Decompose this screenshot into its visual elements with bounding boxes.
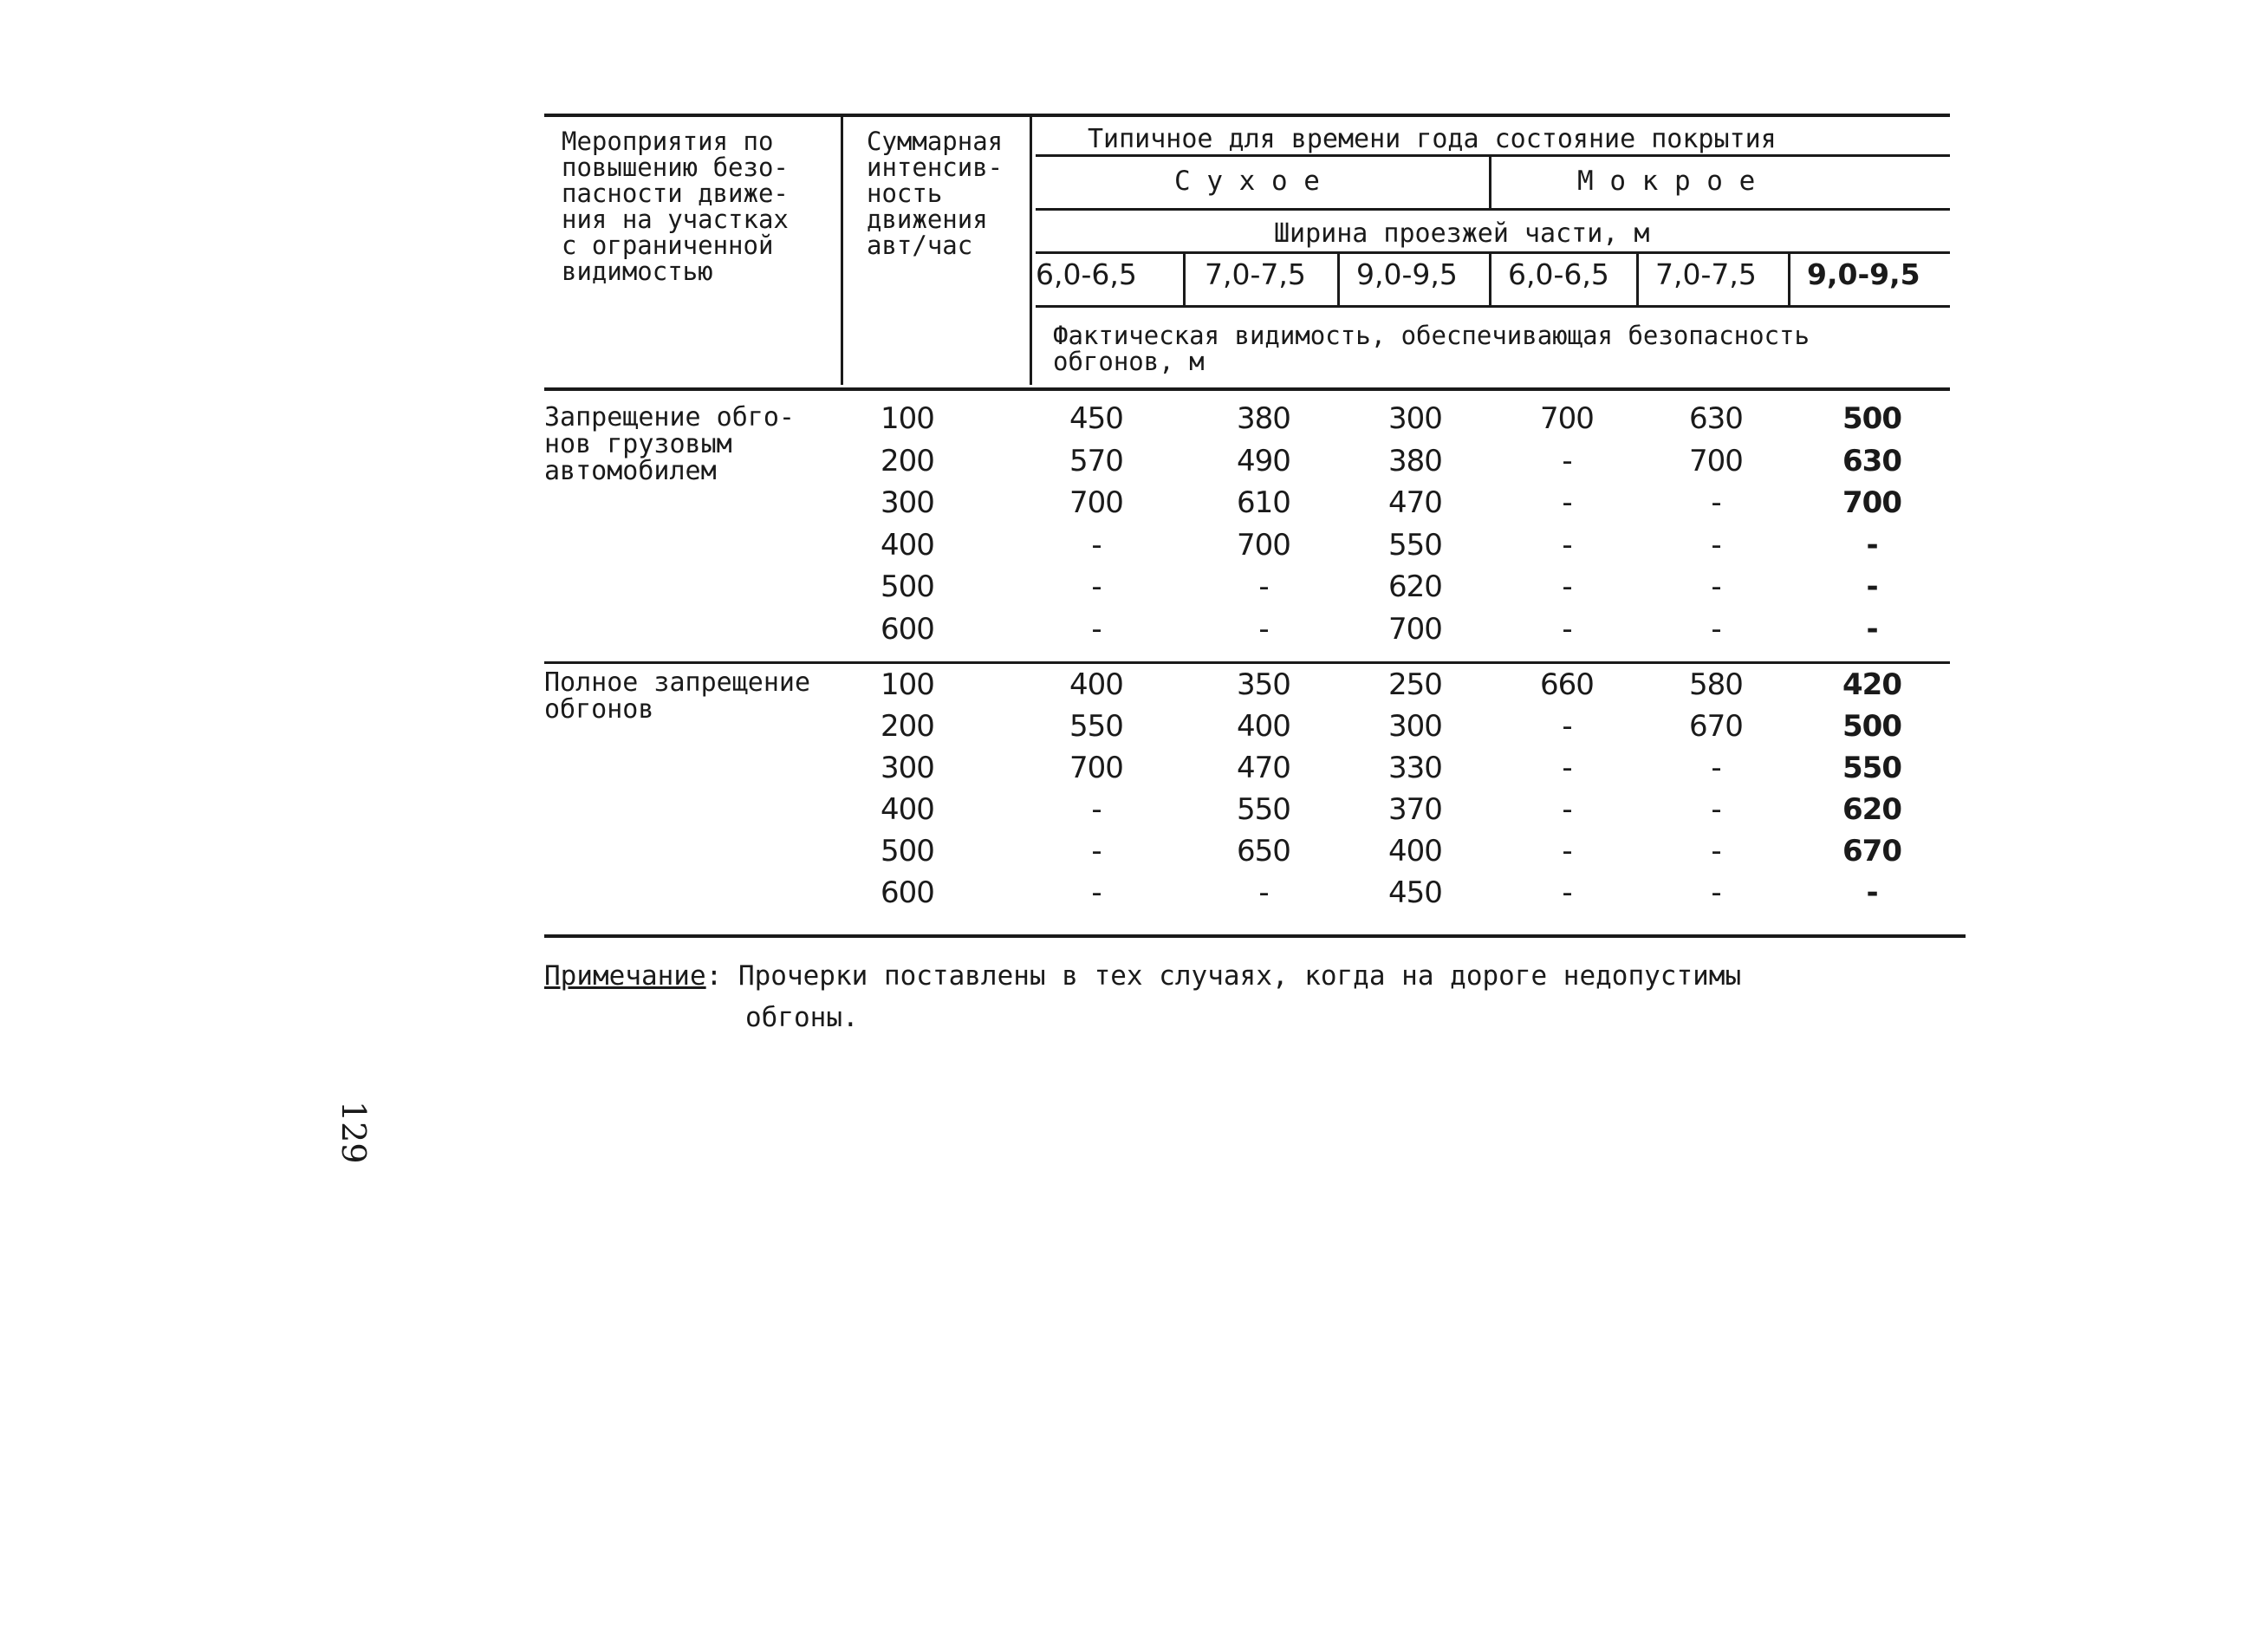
value-cell: 400 [1069, 667, 1123, 702]
page-number: 129 [335, 1101, 373, 1164]
width-header-2: 7,0-7,5 [1205, 257, 1306, 291]
intensity-cell: 300 [881, 485, 934, 520]
intensity-cell: 100 [881, 667, 934, 702]
value-cell: 700 [1689, 443, 1743, 478]
note-line-1 [544, 960, 1741, 992]
intensity-cell: 400 [881, 527, 934, 563]
note-line-2: обгоны. [745, 1002, 859, 1033]
width-header-4: 6,0-6,5 [1508, 257, 1609, 291]
value-cell: - [1866, 569, 1878, 604]
value-cell: 580 [1689, 667, 1743, 702]
value-cell: - [1711, 834, 1721, 869]
value-cell: 570 [1069, 443, 1123, 478]
group-divider-rule [544, 661, 1950, 664]
value-cell: - [1562, 751, 1572, 785]
value-cell: - [1562, 569, 1572, 604]
value-cell: - [1562, 875, 1572, 910]
width-header-1: 6,0-6,5 [1036, 257, 1137, 291]
value-cell: 700 [1237, 527, 1290, 563]
value-cell: 610 [1237, 485, 1290, 520]
intensity-cell: 100 [881, 401, 934, 436]
value-cell: 400 [1237, 709, 1290, 744]
width-divider-2 [1337, 254, 1340, 306]
header-rule-drywet [1036, 208, 1950, 211]
value-cell: 450 [1069, 401, 1123, 436]
header-wet: М о к р о е [1577, 166, 1756, 197]
value-cell: 700 [1069, 751, 1123, 785]
value-cell: - [1091, 834, 1102, 869]
header-divider-2 [1030, 114, 1032, 385]
group-label-full-ban: Полное запрещение обгонов [544, 667, 811, 725]
value-cell: - [1258, 569, 1269, 604]
value-cell: 500 [1842, 401, 1901, 436]
value-cell: - [1091, 569, 1102, 604]
value-cell: - [1562, 527, 1572, 563]
value-cell: - [1711, 569, 1721, 604]
width-divider-4 [1636, 254, 1639, 306]
value-cell: - [1711, 485, 1721, 520]
header-dry: С у х о е [1174, 166, 1320, 197]
intensity-cell: 300 [881, 751, 934, 785]
value-cell: 550 [1388, 527, 1442, 563]
value-cell: - [1711, 527, 1721, 563]
value-cell: - [1091, 875, 1102, 910]
header-intensity: Суммарная интенсив- ность движения авт/час [867, 127, 1004, 260]
value-cell: 490 [1237, 443, 1290, 478]
value-cell: 670 [1842, 834, 1901, 869]
header-carriageway-width: Ширина проезжей части, м [1274, 218, 1650, 249]
intensity-cell: 600 [881, 875, 934, 910]
intensity-cell: 200 [881, 443, 934, 478]
value-cell: 630 [1689, 401, 1743, 436]
value-cell: 550 [1069, 709, 1123, 744]
value-cell: - [1091, 792, 1102, 827]
value-cell: - [1562, 834, 1572, 869]
value-cell: - [1866, 611, 1878, 647]
value-cell: - [1562, 485, 1572, 520]
value-cell: 370 [1388, 792, 1442, 827]
value-cell: - [1562, 443, 1572, 478]
value-cell: 630 [1842, 443, 1901, 478]
value-cell: 650 [1237, 834, 1290, 869]
width-divider-5 [1788, 254, 1790, 306]
value-cell: - [1091, 527, 1102, 563]
value-cell: 400 [1388, 834, 1442, 869]
value-cell: 670 [1689, 709, 1743, 744]
width-divider-3 [1489, 254, 1491, 306]
value-cell: 470 [1388, 485, 1442, 520]
intensity-cell: 400 [881, 792, 934, 827]
table-top-rule [544, 114, 1950, 117]
value-cell: - [1711, 751, 1721, 785]
intensity-cell: 500 [881, 834, 934, 869]
value-cell: 350 [1237, 667, 1290, 702]
value-cell: 700 [1388, 611, 1442, 647]
width-header-5: 7,0-7,5 [1655, 257, 1757, 291]
width-divider-1 [1183, 254, 1186, 306]
value-cell: 380 [1388, 443, 1442, 478]
table-bottom-rule [544, 934, 1966, 938]
value-cell: - [1562, 709, 1572, 744]
header-surface-state: Типичное для времени года состояние покрытия [1088, 124, 1777, 154]
value-cell: 380 [1237, 401, 1290, 436]
value-cell: 550 [1237, 792, 1290, 827]
note-label: Примечание [544, 960, 706, 992]
value-cell: 500 [1842, 709, 1901, 744]
width-header-3: 9,0-9,5 [1356, 257, 1458, 291]
header-rule-width [1036, 251, 1950, 254]
group-label-trucks: Запрещение обго- нов грузовым автомобилем [544, 402, 795, 486]
value-cell: 420 [1842, 667, 1901, 702]
value-cell: - [1562, 611, 1572, 647]
width-header-6: 9,0-9,5 [1807, 257, 1920, 291]
value-cell: 450 [1388, 875, 1442, 910]
value-cell: 330 [1388, 751, 1442, 785]
header-measures: Мероприятия по повышению безо- пасности движе- ния на участках с ограниченной видимостью [562, 127, 789, 286]
note-text-1: : Прочерки поставлены в тех случаях, когда на дороге недопустимы [705, 960, 1742, 992]
value-cell: - [1866, 527, 1878, 563]
value-cell: - [1091, 611, 1102, 647]
value-cell: 700 [1540, 401, 1594, 436]
intensity-cell: 200 [881, 709, 934, 744]
value-cell: 700 [1069, 485, 1123, 520]
value-cell: - [1258, 611, 1269, 647]
intensity-cell: 500 [881, 569, 934, 604]
header-bottom-rule [544, 387, 1950, 391]
header-rule-surface [1036, 154, 1950, 157]
intensity-cell: 600 [881, 611, 934, 647]
value-cell: - [1866, 875, 1878, 910]
value-cell: 620 [1388, 569, 1442, 604]
value-cell: 300 [1388, 401, 1442, 436]
value-cell: 660 [1540, 667, 1594, 702]
value-cell: - [1711, 875, 1721, 910]
header-visibility: Фактическая видимость, обеспечивающая безопасность обгонов, м [1053, 321, 1810, 376]
value-cell: - [1711, 792, 1721, 827]
value-cell: 470 [1237, 751, 1290, 785]
header-rule-widths [1036, 305, 1950, 308]
value-cell: - [1711, 611, 1721, 647]
value-cell: 550 [1842, 751, 1901, 785]
value-cell: - [1258, 875, 1269, 910]
value-cell: 300 [1388, 709, 1442, 744]
value-cell: 700 [1842, 485, 1901, 520]
value-cell: 620 [1842, 792, 1901, 827]
value-cell: 250 [1388, 667, 1442, 702]
dry-wet-divider [1489, 157, 1491, 209]
value-cell: - [1562, 792, 1572, 827]
header-divider-1 [841, 114, 843, 385]
